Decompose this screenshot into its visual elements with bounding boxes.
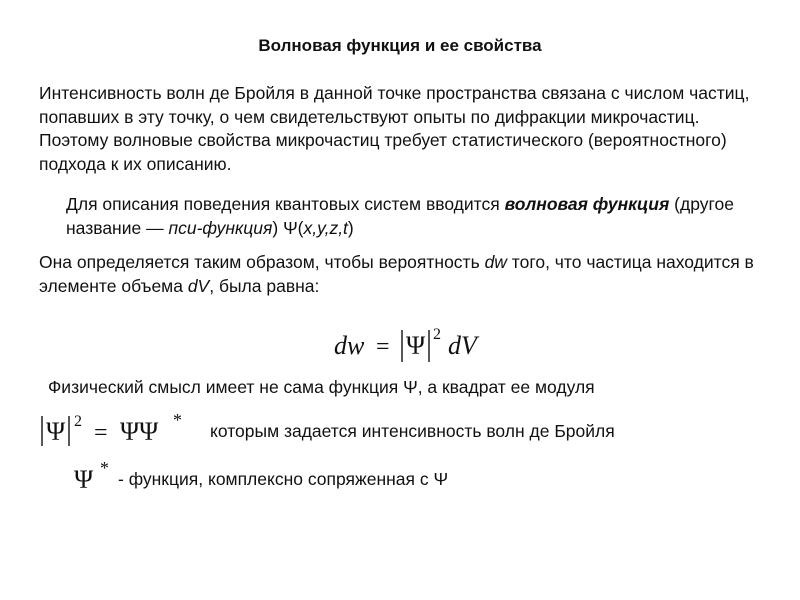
mod-star: * xyxy=(173,410,182,430)
formula-dv: dV xyxy=(448,331,477,360)
para3-text-3: , была равна: xyxy=(209,276,320,296)
formula-psi-star xyxy=(72,458,122,500)
psistar-psi: Ψ xyxy=(74,465,94,494)
formula-psi: Ψ xyxy=(406,331,426,360)
mod-rhs: ΨΨ xyxy=(120,417,159,446)
paragraph-intensity: Интенсивность волн де Бройля в данной точке пространства связана с числом частиц, попавших в эту точку, о чем свидетельствуют опыты по дифракции микрочастиц. Поэтому волновые свойства микрочастиц требует статистического (вероятностного) подхода к их описанию. xyxy=(39,83,750,174)
paragraph-complex-conjugate: - функция, комплексно сопряженная с Ψ xyxy=(118,469,449,489)
page-title: Волновая функция и ее свойства xyxy=(258,36,542,55)
psi-arguments: x,y,z,t xyxy=(303,218,348,238)
paragraph-wave-function-definition xyxy=(66,192,776,240)
paragraph-physical-meaning: Физический смысл имеет не сама функция Ψ, а квадрат ее модуля xyxy=(48,377,595,397)
para2-text-before: Для описания поведения квантовых систем вводится xyxy=(66,194,505,214)
formula-probability xyxy=(330,320,500,370)
formula-exponent: 2 xyxy=(433,326,441,343)
para2-text-middle: (другое название — xyxy=(66,194,734,238)
para3-text-2: того, что частица находится в элементе объема xyxy=(39,252,754,296)
formula-modulus-squared xyxy=(38,408,208,452)
para2-text-after: ) Ψ( xyxy=(272,218,304,238)
formula-equals: = xyxy=(376,334,390,360)
paragraph-intensity-note: которым задается интенсивность волн де Бройля xyxy=(210,421,615,441)
psistar-star: * xyxy=(100,458,109,478)
symbol-dv: dV xyxy=(187,276,210,296)
para3-text-1: Она определяется таким образом, чтобы вероятность xyxy=(39,252,485,272)
paragraph-probability xyxy=(39,250,779,298)
mod-equals: = xyxy=(94,420,108,446)
para2-text-close: ) xyxy=(347,218,354,238)
term-psi-function: пси-функция xyxy=(168,218,273,238)
term-wave-function: волновая функция xyxy=(504,194,670,214)
symbol-dw: dw xyxy=(484,252,507,272)
mod-exponent: 2 xyxy=(74,413,82,430)
mod-psi: Ψ xyxy=(46,417,66,446)
formula-dw: dw xyxy=(334,331,365,360)
